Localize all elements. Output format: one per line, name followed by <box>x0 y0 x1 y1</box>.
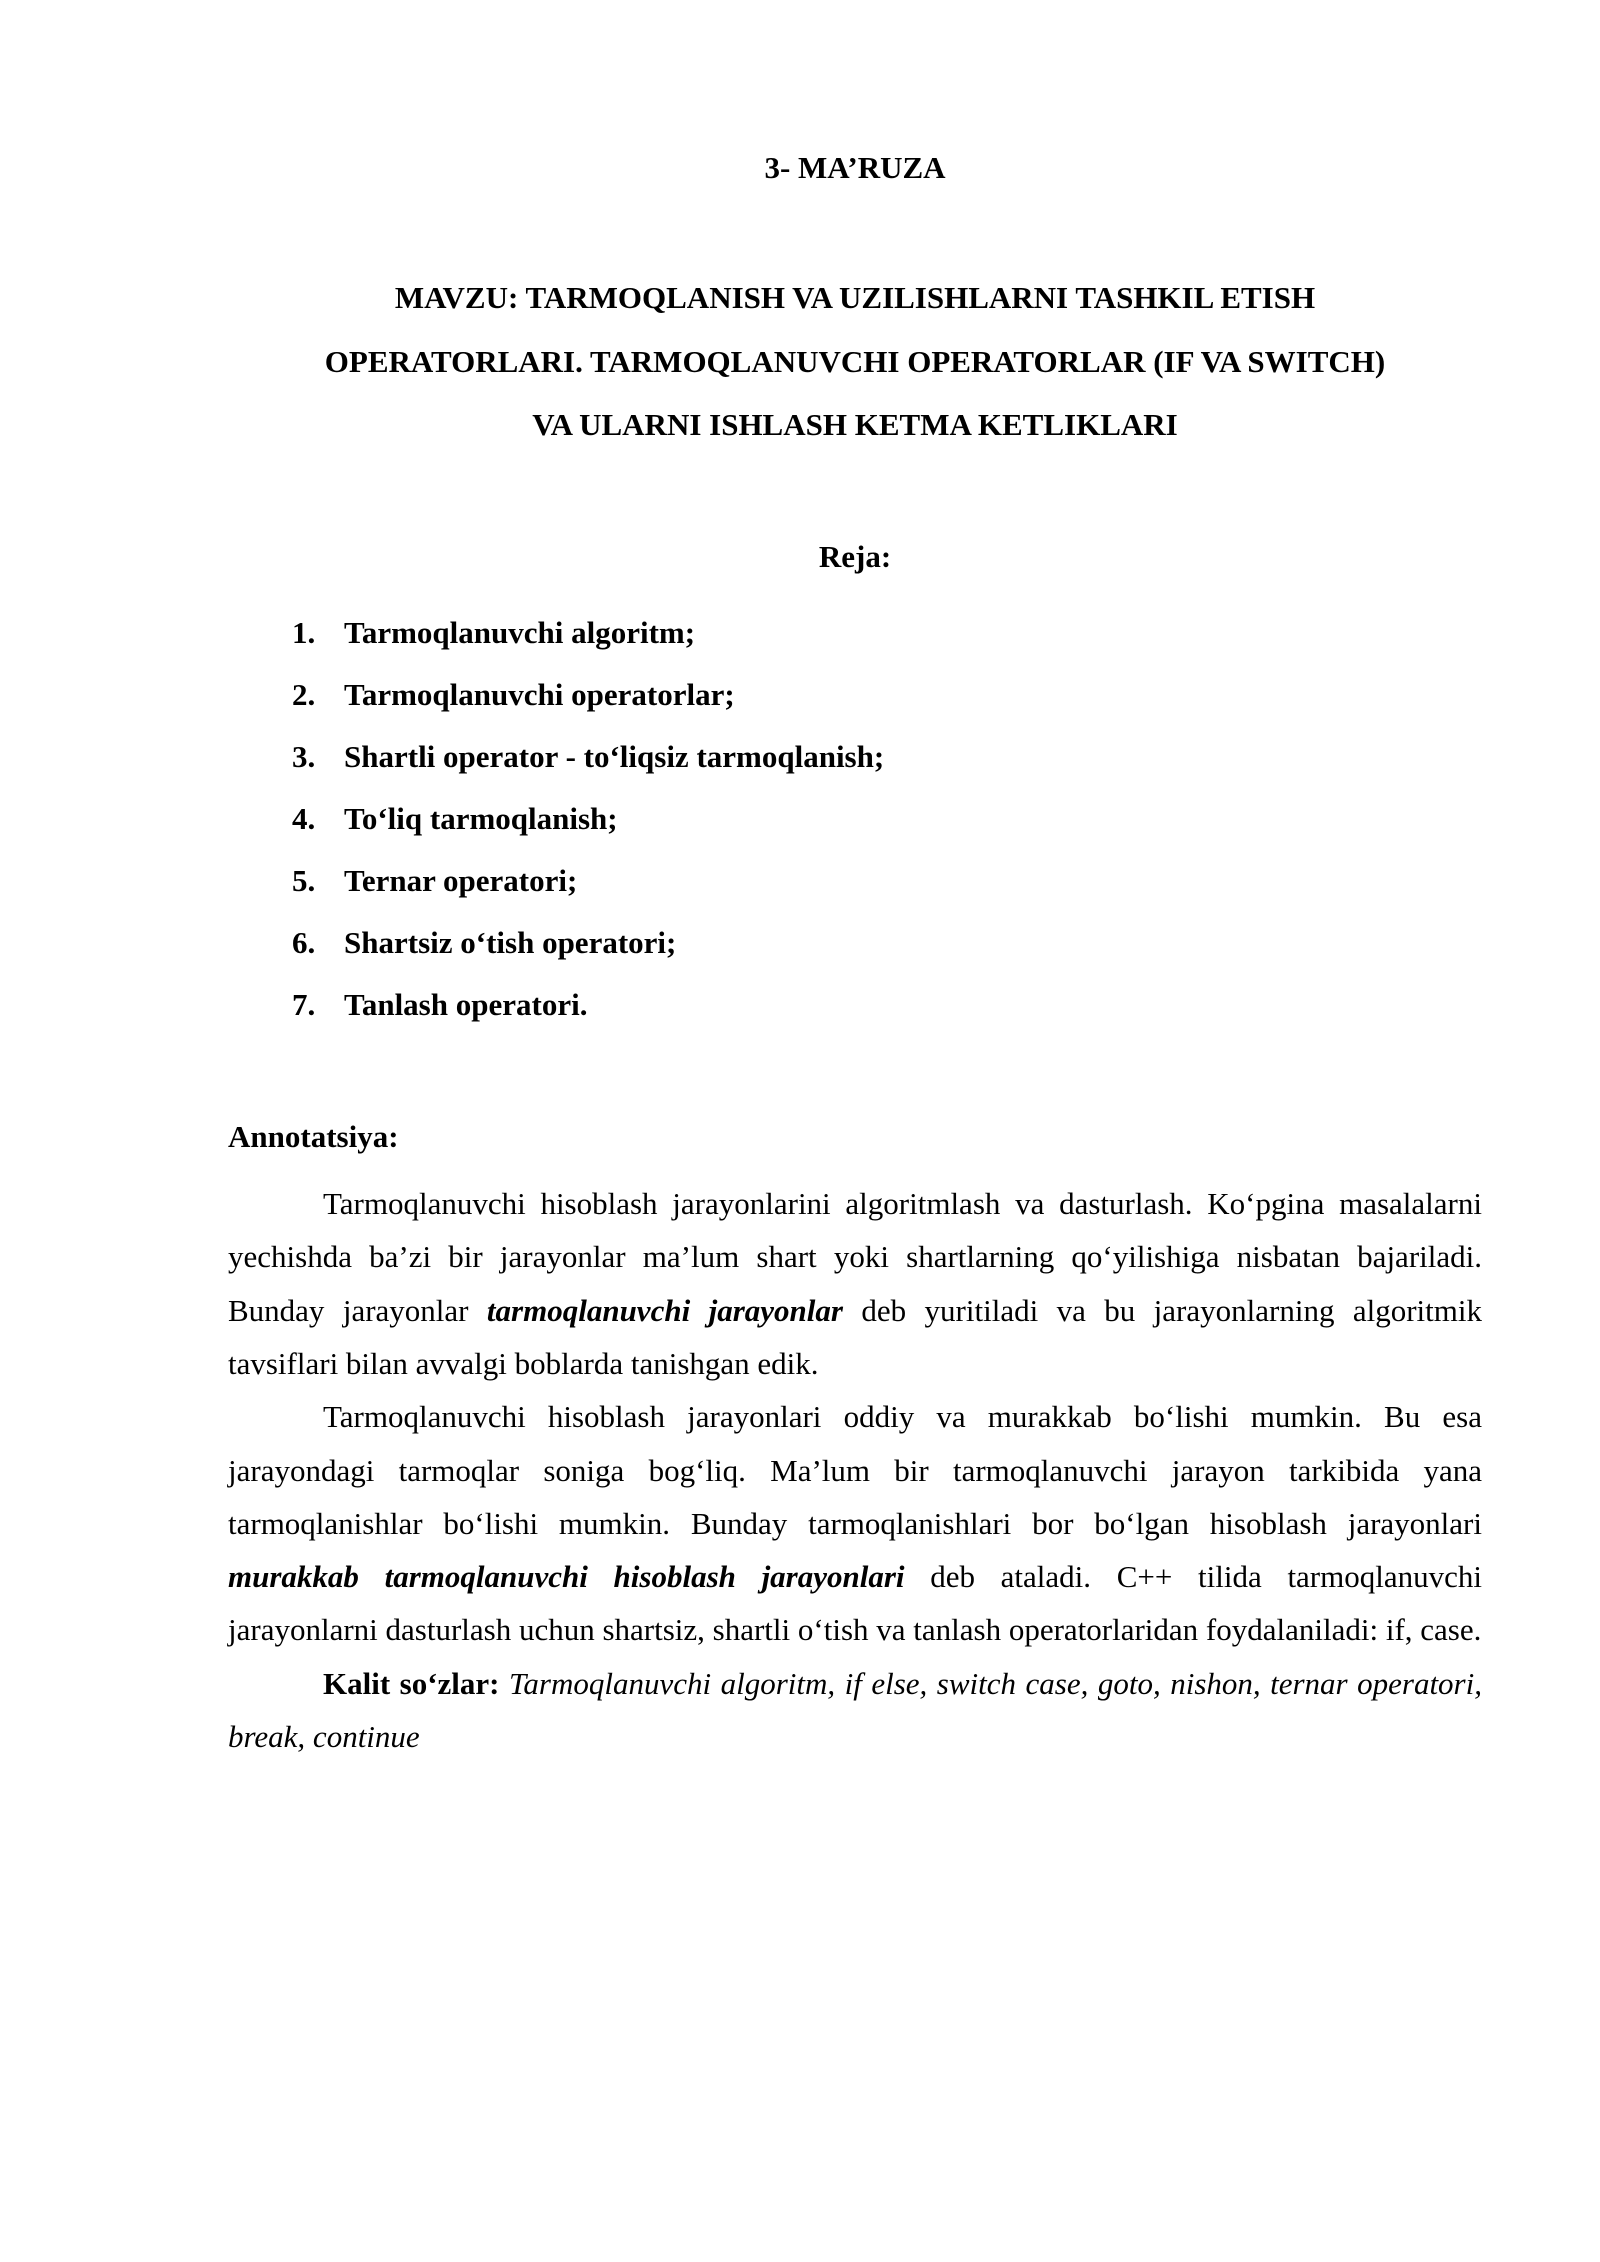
plan-item <box>292 664 1482 726</box>
plan-item-number: 2. <box>292 676 316 712</box>
emphasis-phrase: tarmoqlanuvchi jarayonlar <box>486 1292 843 1328</box>
subject-heading: MAVZU: TARMOQLANISH VA UZILISHLARNI TASHKIL ETISH OPERATORLARI. TARMOQLANUVCHI OPERATORLAR (IF VA SWITCH) VA ULARNI ISHLASH KETMA KETLIKLARI <box>324 280 1386 443</box>
plan-item <box>292 788 1482 850</box>
plan-item-label: Ternar operatori; <box>344 862 578 898</box>
paragraph-text: deb ataladi. C++ tilida tarmoqlanuvchi jarayonlarni dasturlash uchun shartsiz, shartli o‘tish va tanlash operatorlaridan foydalaniladi: if, case. <box>228 1559 1482 1648</box>
keywords-text: Tarmoqlanuvchi algoritm, if else, switch case, goto, nishon, ternar operatori, break, continue <box>228 1665 1482 1755</box>
document-title: 3- MA’RUZA <box>764 150 946 185</box>
plan-item-number: 1. <box>292 614 316 650</box>
plan-item <box>292 912 1482 974</box>
annotation-heading: Annotatsiya: <box>228 1118 399 1154</box>
keywords-label: Kalit so‘zlar: <box>323 1665 509 1701</box>
plan-list <box>292 602 1482 1036</box>
plan-item-label: Tanlash operatori. <box>344 986 588 1022</box>
plan-item-label: To‘liq tarmoqlanish; <box>344 800 618 836</box>
plan-item-label: Shartli operator - to‘liqsiz tarmoqlanish; <box>344 738 885 774</box>
plan-item <box>292 850 1482 912</box>
plan-item-label: Tarmoqlanuvchi operatorlar; <box>344 676 735 712</box>
plan-item-number: 3. <box>292 738 316 774</box>
plan-item-number: 6. <box>292 924 316 960</box>
plan-item-number: 7. <box>292 986 316 1022</box>
emphasis-phrase: murakkab tarmoqlanuvchi hisoblash jarayonlari <box>228 1559 905 1595</box>
plan-item <box>292 974 1482 1036</box>
plan-item <box>292 726 1482 788</box>
paragraph-text: deb yuritiladi va bu jarayonlarning algoritmik tavsiflari bilan avvalgi boblarda tanishgan edik. <box>228 1292 1483 1381</box>
plan-item <box>292 602 1482 664</box>
annotation-paragraph-2 <box>228 1390 1482 1657</box>
plan-heading: Reja: <box>818 538 892 574</box>
plan-item-number: 4. <box>292 800 316 836</box>
plan-item-number: 5. <box>292 862 316 898</box>
plan-item-label: Shartsiz o‘tish operatori; <box>344 924 677 960</box>
paragraph-text: Tarmoqlanuvchi hisoblash jarayonlarini algoritmlash va dasturlash. Ko‘pgina masalalarni yechishda ba’zi bir jarayonlar ma’lum shart yoki shartlarning qo‘yilishiga nisbatan bajariladi. Bunday jarayonlar <box>228 1185 1482 1328</box>
plan-item-label: Tarmoqlanuvchi algoritm; <box>344 614 696 650</box>
keywords-paragraph <box>228 1657 1482 1764</box>
paragraph-text: Tarmoqlanuvchi hisoblash jarayonlari oddiy va murakkab bo‘lishi mumkin. Bu esa jarayondagi tarmoqlar soniga bog‘liq. Ma’lum bir tarmoqlanuvchi jarayon tarkibida yana tarmoqlanishlar bo‘lishi mumkin. Bunday tarmoqlanishlari bor bo‘lgan hisoblash jarayonlari <box>228 1399 1482 1541</box>
annotation-paragraph-1 <box>228 1177 1482 1390</box>
